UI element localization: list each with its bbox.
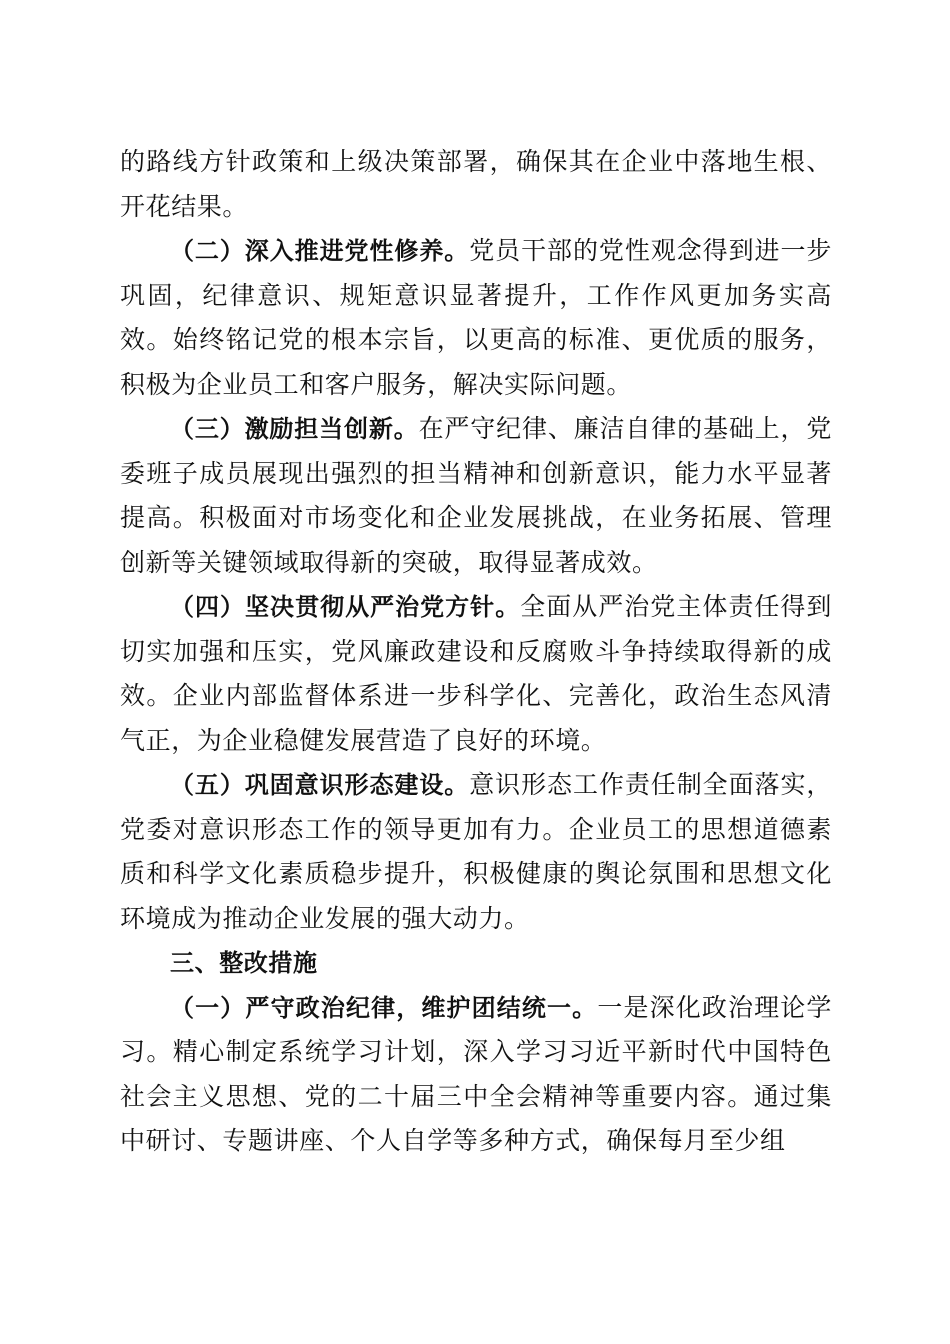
measure-one-lead: （一）严守政治纪律，维护团结统一。 <box>170 993 598 1022</box>
point-five-paragraph <box>120 763 832 941</box>
point-four-lead: （四）坚决贯彻从严治党方针。 <box>170 593 521 621</box>
point-three-lead: （三）激励担当创新。 <box>170 415 419 443</box>
continuation-text: 的路线方针政策和上级决策部署，确保其在企业中落地生根、开花结果。 <box>120 147 832 221</box>
document-body <box>120 140 832 1164</box>
continuation-paragraph <box>120 140 832 229</box>
point-two-body: 党员干部的党性观念得到进一步巩固，纪律意识、规矩意识显著提升，工作作风更加务实高效。始终铭记党的根本宗旨，以更高的标准、更优质的服务，积极为企业员工和客户服务，解决实际问题。 <box>120 236 832 399</box>
point-five-body: 意识形态工作责任制全面落实，党委对意识形态工作的领导更加有力。企业员工的思想道德素质和科学文化素质稳步提升，积极健康的舆论氛围和思想文化环境成为推动企业发展的强大动力。 <box>120 770 832 933</box>
point-five-lead: （五）巩固意识形态建设。 <box>170 771 470 799</box>
point-four-body: 全面从严治党主体责任得到切实加强和压实，党风廉政建设和反腐败斗争持续取得新的成效。企业内部监督体系进一步科学化、完善化，政治生态风清气正，为企业稳健发展营造了良好的环境。 <box>120 592 832 755</box>
point-two-lead: （二）深入推进党性修养。 <box>170 237 470 265</box>
point-four-paragraph <box>120 585 832 763</box>
point-two-paragraph <box>120 229 832 407</box>
section-heading: 三、整改措施 <box>170 949 318 977</box>
point-three-body: 在严守纪律、廉洁自律的基础上，党委班子成员展现出强烈的担当精神和创新意识，能力水平显著提高。积极面对市场变化和企业发展挑战，在业务拓展、管理创新等关键领域取得新的突破，取得显著成效。 <box>120 414 832 577</box>
measure-one-paragraph <box>120 986 832 1164</box>
point-three-paragraph <box>120 407 832 585</box>
measure-one-body: 一是深化政治理论学习。精心制定系统学习计划，深入学习习近平新时代中国特色社会主义思想、党的二十届三中全会精神等重要内容。通过集中研讨、专题讲座、个人自学等多种方式，确保每月至少组 <box>120 992 832 1155</box>
